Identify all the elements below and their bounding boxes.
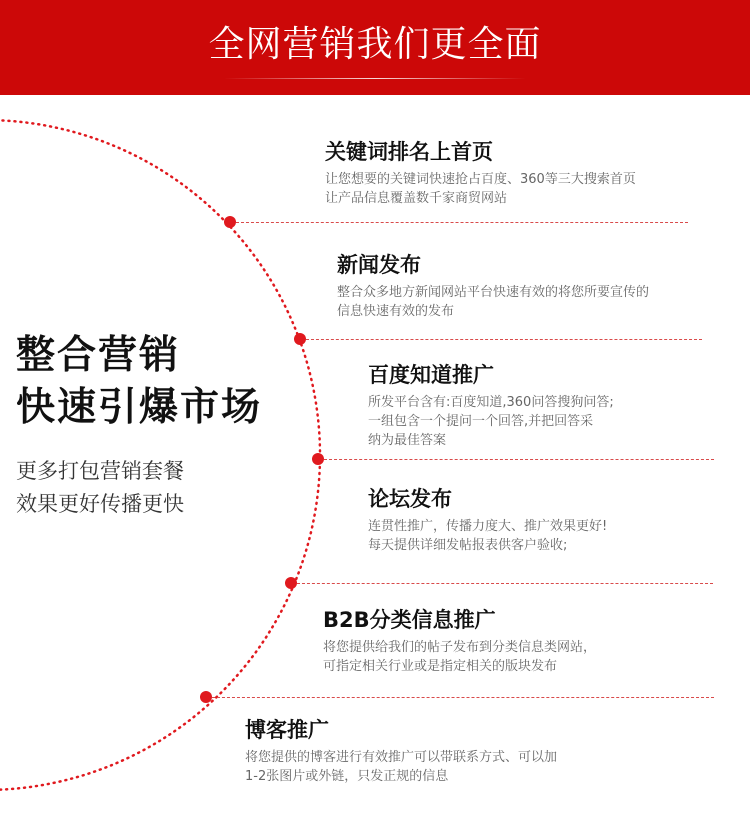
- service-desc-line: 1-2张图片或外链，只发正规的信息: [245, 769, 449, 784]
- service-title: B2B分类信息推广: [323, 608, 496, 632]
- timeline-dot: [294, 333, 306, 345]
- service-desc-line: 每天提供详细发帖报表供客户验收;: [368, 538, 568, 553]
- sub-headline-line: 效果更好传播更快: [16, 492, 184, 516]
- separator-line: [297, 583, 713, 584]
- sub-headline: [16, 455, 184, 521]
- timeline-dot: [285, 577, 297, 589]
- service-desc-line: 连贯性推广，传播力度大、推广效果更好!: [368, 519, 608, 534]
- banner-title: 全网营销我们更全面: [208, 24, 542, 65]
- headline-line: 整合营销: [16, 333, 181, 378]
- service-desc: [325, 170, 636, 208]
- service-desc-line: 可指定相关行业或是指定相关的版块发布: [323, 659, 558, 674]
- service-desc: [337, 283, 649, 321]
- service-item-forum: [368, 485, 607, 555]
- service-desc-line: 所发平台含有:百度知道,360问答搜狗问答;: [368, 395, 614, 410]
- timeline-dot: [224, 216, 236, 228]
- service-desc-line: 一组包含一个提问一个回答,并把回答采: [368, 414, 594, 429]
- service-title: 百度知道推广: [368, 363, 494, 387]
- service-title: 新闻发布: [337, 253, 421, 277]
- service-item-keyword-ranking: [325, 138, 636, 208]
- separator-line: [324, 459, 714, 460]
- service-desc: [368, 517, 607, 555]
- separator-line: [236, 222, 688, 223]
- service-desc-line: 将您提供给我们的帖子发布到分类信息类网站，: [323, 640, 597, 655]
- separator-line: [306, 339, 702, 340]
- headline-line: 快速引爆市场: [16, 385, 263, 430]
- sub-headline-line: 更多打包营销套餐: [16, 459, 184, 483]
- separator-line: [212, 697, 714, 698]
- service-desc-line: 让产品信息覆盖数千家商贸网站: [325, 191, 508, 206]
- service-desc-line: 信息快速有效的发布: [337, 304, 455, 319]
- service-desc-line: 将您提供的博客进行有效推广可以带联系方式、可以加: [245, 750, 558, 765]
- service-title: 博客推广: [245, 718, 329, 742]
- main-headline: [16, 330, 262, 434]
- service-desc: [323, 638, 596, 676]
- service-item-blog: [245, 716, 557, 786]
- service-item-b2b: [323, 606, 596, 676]
- service-title: 关键词排名上首页: [325, 140, 493, 164]
- service-desc: [368, 393, 614, 450]
- service-desc-line: 整合众多地方新闻网站平台快速有效的将您所要宣传的: [337, 285, 650, 300]
- service-item-baidu-zhidao: [368, 361, 614, 450]
- service-item-news: [337, 251, 649, 321]
- service-desc: [245, 748, 557, 786]
- service-desc-line: 让您想要的关键词快速抢占百度、360等三大搜索首页: [325, 172, 636, 187]
- timeline-dot: [312, 453, 324, 465]
- service-desc-line: 纳为最佳答案: [368, 433, 447, 448]
- service-title: 论坛发布: [368, 487, 452, 511]
- timeline-dot: [200, 691, 212, 703]
